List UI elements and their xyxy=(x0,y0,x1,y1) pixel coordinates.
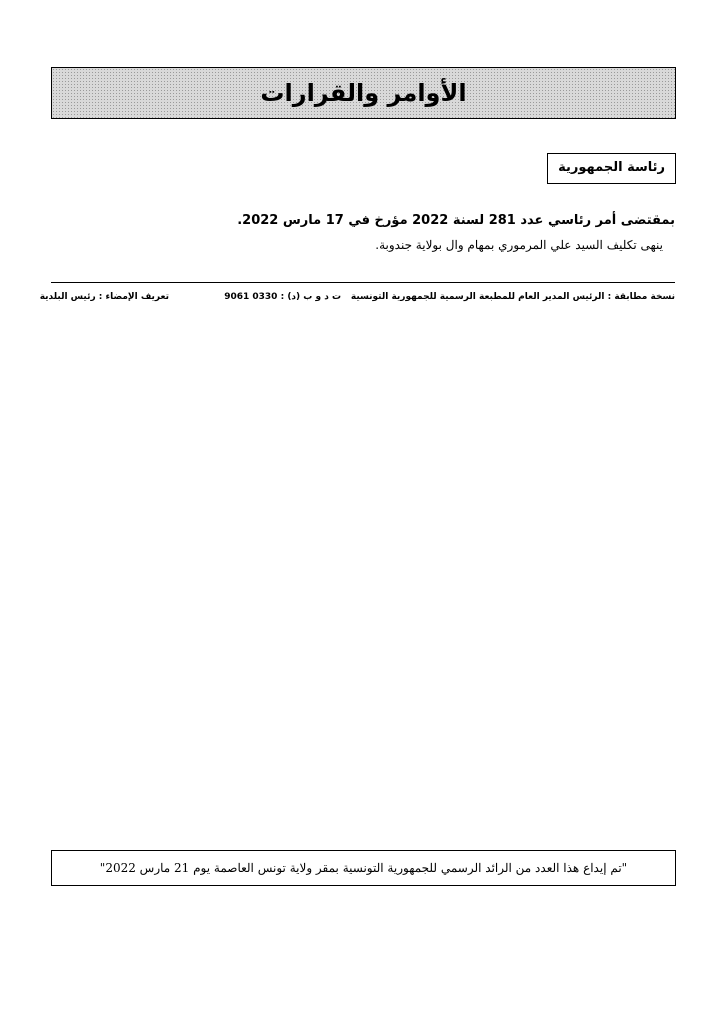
title-banner xyxy=(51,67,676,119)
certified-copy-note: نسخة مطابقة : الرئيس المدير العام للمطبعة الرسمية للجمهورية التونسية xyxy=(350,292,675,302)
decree-body: ينهى تكليف السيد علي المرموري بمهام وال بولاية جندوبة. xyxy=(375,238,663,252)
page-title: الأوامر والقرارات xyxy=(260,79,467,107)
footer-divider xyxy=(51,282,675,283)
signature-identification: تعريف الإمضاء : رئيس البلدية xyxy=(39,292,169,302)
deposit-notice-box xyxy=(51,850,676,886)
reference-number: ت د و ب (د) : 0330 9061 xyxy=(224,292,341,302)
deposit-notice: "تم إيداع هذا العدد من الرائد الرسمي للجمهورية التونسية بمقر ولاية تونس العاصمة يوم 21 مارس 2022" xyxy=(99,861,628,875)
section-label: رئاسة الجمهورية xyxy=(558,160,665,175)
decree-heading: بمقتضى أمر رئاسي عدد 281 لسنة 2022 مؤرخ في 17 مارس 2022. xyxy=(237,213,675,228)
section-label-box xyxy=(547,153,676,184)
